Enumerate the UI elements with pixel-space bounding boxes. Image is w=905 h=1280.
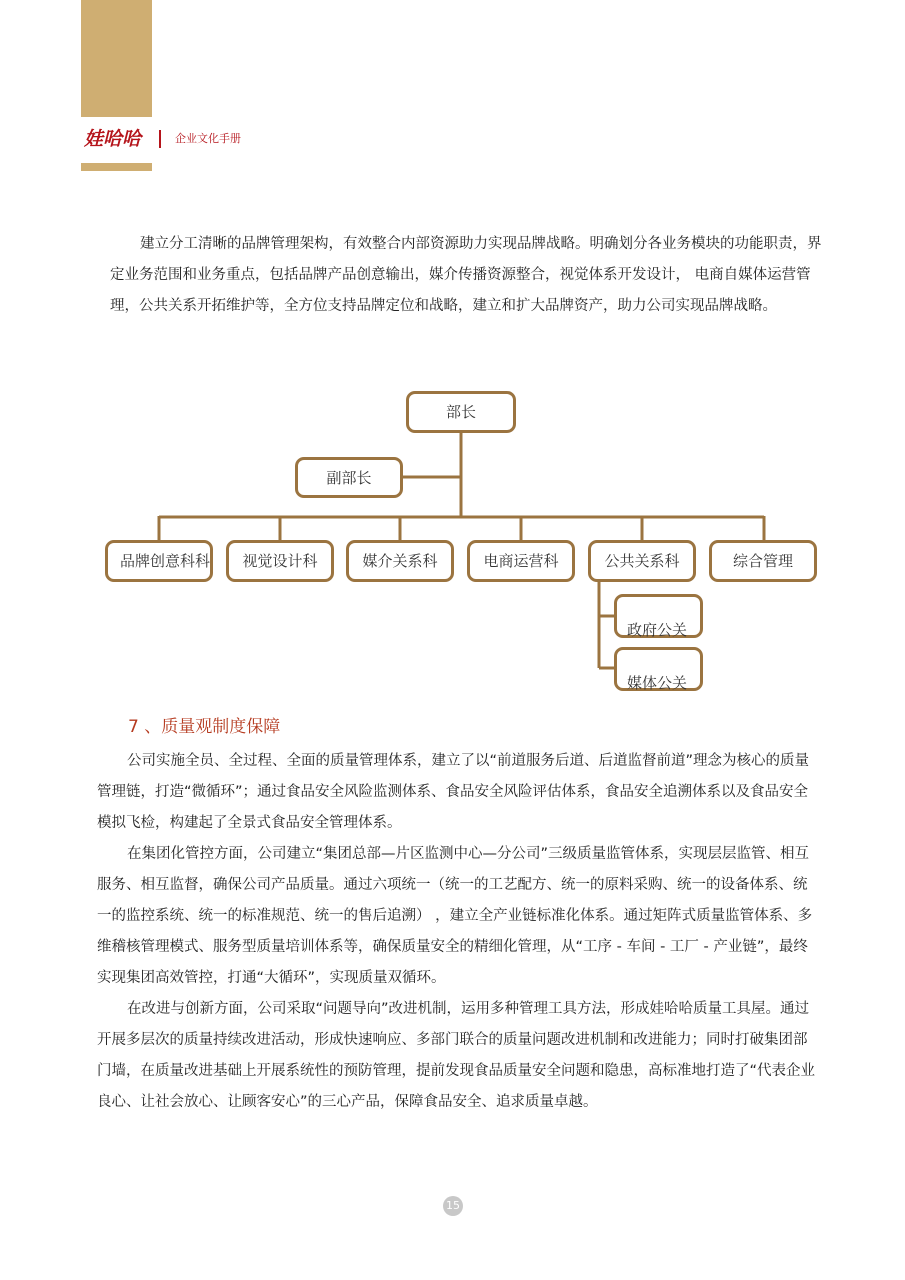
section-paragraph: 在集团化管控方面，公司建立“集团总部—片区监测中心—分公司”三级质量监管体系，实现层层监管、相互服务、相互监督，确保公司产品质量。通过六项统一（统一的工艺配方、统一的原料采购、统一的设备体系、统一的监控系统、统一的标准规范、统一的售后追溯） ，建立全产业链标准化体系。通过矩阵式质量监管体系、多维稽核管理模式、服务型质量培训体系等，确保质量安全的精细化管理，从“工序 - 车间 - 工厂 - 产业链”，最终实现集团高效管控，打通“大循环”，实现质量双循环。 xyxy=(97,846,813,986)
org-node-public-relations: 公共关系科 xyxy=(588,540,696,582)
intro-paragraph: 建立分工清晰的品牌管理架构，有效整合内部资源助力实现品牌战略。明确划分各业务模块的功能职责，界定业务范围和业务重点，包括品牌产品创意输出，媒介传播资源整合，视觉体系开发设计， 电商自媒体运营管理，公共关系开拓维护等，全方位支持品牌定位和战略，建立和扩大品牌资产，助力公司实现品牌战略。 xyxy=(110,236,822,314)
page-number: 15 xyxy=(443,1196,463,1216)
section-paragraph: 公司实施全员、全过程、全面的质量管理体系，建立了以“前道服务后道、后道监督前道”理念为核心的质量管理链，打造“微循环”；通过食品安全风险监测体系、食品安全风险评估体系，食品安全追溯体系以及食品安全模拟飞检，构建起了全景式食品安全管理体系。 xyxy=(97,753,810,831)
document-title: 企业文化手册 xyxy=(175,132,241,145)
org-node-general-management: 综合管理 xyxy=(709,540,817,582)
org-node-brand-creative: 品牌创意科科 xyxy=(105,540,213,582)
org-node-media-relations: 媒介关系科 xyxy=(346,540,454,582)
org-node-ecommerce: 电商运营科 xyxy=(467,540,575,582)
org-node-visual-design: 视觉设计科 xyxy=(226,540,334,582)
org-node-minister: 部长 xyxy=(406,391,516,433)
brand-logo: 娃哈哈 xyxy=(84,128,142,150)
section-title: 7 、质量观制度保障 xyxy=(128,717,281,737)
section-paragraph: 在改进与创新方面，公司采取“问题导向”改进机制，运用多种管理工具方法，形成娃哈哈质量工具屋。通过开展多层次的质量持续改进活动，形成快速响应、多部门联合的质量问题改进机制和改进能力；同时打破集团部门墙，在质量改进基础上开展系统性的预防管理，提前发现食品质量安全问题和隐患，高标准地打造了“代表企业良心、让社会放心、让顾客安心”的三心产品，保障食品安全、追求质量卓越。 xyxy=(97,1001,816,1110)
org-node-government-pr: 政府公关 xyxy=(614,594,703,638)
org-node-media-pr: 媒体公关 xyxy=(614,647,703,691)
org-node-deputy-minister: 副部长 xyxy=(295,457,403,498)
